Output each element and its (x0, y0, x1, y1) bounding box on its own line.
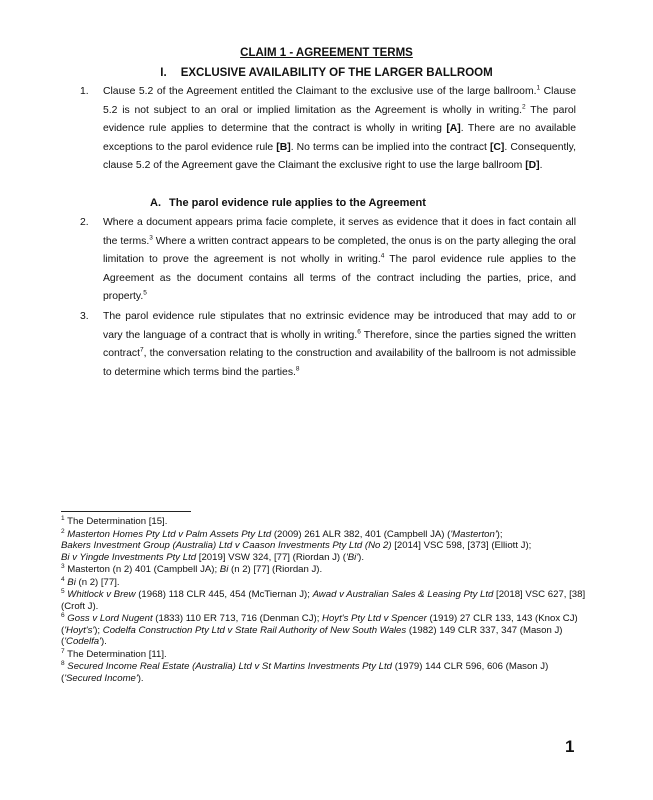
paragraph-number: 1. (80, 86, 89, 97)
paragraph-text: The parol evidence rule stipulates that no extrinsic evidence may be introduced that may add to or vary the language of a contract that is wholly in writing. (103, 311, 576, 341)
footnote-5 (61, 589, 586, 612)
footnote-2 (61, 529, 586, 564)
footnote-6 (61, 613, 586, 648)
case-short-name: Bi (67, 576, 76, 588)
page-number: 1 (565, 737, 575, 756)
subsection-heading-text: The parol evidence rule applies to the Agreement (169, 197, 426, 209)
paragraph-text: The parol evidence rule applies to determine that the contract is wholly in writing (103, 104, 576, 135)
case-name: Codelfa Construction Pty Ltd v State Rail Authority of New South Wales (102, 624, 407, 636)
footnote-text: (1979) 144 CLR 596, 606 (Mason J) ( (61, 661, 549, 684)
footnote-number: 6 (61, 611, 65, 619)
footnote-1 (61, 516, 586, 528)
case-name: Goss v Lord Nugent (67, 613, 153, 624)
footnote-ref[interactable]: 5 (143, 289, 147, 297)
paragraph-1 (80, 83, 577, 176)
paragraph-text: . There are no available exceptions to the parol evidence rule (103, 123, 576, 153)
case-short-name: 'Bi' (345, 551, 359, 563)
issue-marker: [B] (276, 141, 291, 153)
footnote-7 (61, 649, 586, 661)
issue-marker: [D] (525, 160, 540, 172)
paragraph-number: 3. (80, 311, 89, 322)
paragraph-text: , the conversation relating to the construction and availability of the ballroom is not admissible to determine which terms bind the parties. (103, 348, 576, 378)
footnote-text: (1919) 27 CLR 133, 143 (Knox CJ) ( (61, 613, 578, 636)
footnote-text: (n 2) [77]. (75, 576, 120, 588)
footnote-text: The Determination [15]. (67, 516, 168, 527)
section-heading (0, 67, 653, 79)
footnote-ref[interactable]: 4 (380, 252, 385, 260)
footnote-8 (61, 661, 586, 684)
document-title: CLAIM 1 - AGREEMENT TERMS (240, 47, 413, 59)
issue-marker: [A] (446, 123, 461, 135)
section-heading-text: EXCLUSIVE AVAILABILITY OF THE LARGER BALLROOM (180, 67, 493, 79)
case-short-name: 'Codelfa' (64, 636, 101, 647)
footnote-number: 4 (61, 575, 65, 583)
subsection-heading (150, 197, 426, 209)
paragraph-text: Where a document appears prima facie complete, it serves as evidence that it does in fact contain all the terms. (103, 217, 576, 247)
footnote-ref[interactable]: 6 (357, 328, 361, 336)
case-name: Bi v Yingde Investments Pty Ltd (61, 551, 197, 563)
paragraph-text: Therefore, since the parties signed the written contract (103, 329, 576, 360)
paragraph-text: . No terms can be implied into the contract (290, 141, 490, 153)
footnote-4 (61, 577, 586, 589)
case-short-name: 'Secured Income' (64, 672, 138, 684)
footnote-number: 7 (61, 647, 65, 655)
footnote-text: ); (496, 528, 503, 540)
footnotes (61, 516, 586, 685)
footnote-text: The Determination [11]. (67, 648, 167, 660)
section-numeral: I. (160, 67, 167, 79)
paragraph-text: Clause 5.2 is not subject to an oral or implied limitation as the Agreement is wholly in writing. (103, 86, 577, 116)
footnote-text: (1982) 149 CLR 337, 347 (Mason J) ( (61, 624, 563, 647)
footnote-text: ); (94, 624, 103, 636)
footnote-number: 8 (61, 659, 65, 667)
footnote-3 (61, 564, 586, 576)
footnote-text: [2014] VSC 598, [373] (Elliott J); (391, 540, 532, 551)
footnote-ref[interactable]: 3 (149, 234, 153, 242)
case-name: Hoyt's Pty Ltd v Spencer (322, 613, 427, 624)
case-short-name: 'Hoyt's' (64, 624, 95, 636)
case-name: Whitlock v Brew (67, 589, 136, 600)
footnote-divider (61, 511, 191, 512)
footnote-text: [2019] VSW 324, [77] (Riordan J) ( (196, 551, 346, 563)
paragraph-text: The parol evidence rule applies to the Agreement as the document contains all terms of the contract including the parties, price, and property. (103, 254, 576, 303)
footnote-text: (2009) 261 ALR 382, 401 (Campbell JA) ( (271, 528, 451, 540)
paragraph-2 (80, 214, 576, 307)
footnote-text: [2018] VSC 627, [38] (Croft J). (61, 589, 586, 612)
paragraph-text: Clause 5.2 of the Agreement entitled the Claimant to the exclusive use of the large ballroom. (103, 86, 537, 97)
case-name: Bakers Investment Group (Australia) Ltd v Caason Investments Pty Ltd (No 2) (61, 540, 392, 551)
footnote-text: (1968) 118 CLR 445, 454 (McTiernan J); (135, 589, 313, 600)
case-short-name: Bi (219, 564, 229, 575)
footnote-text: (n 2) [77] (Riordan J). (228, 564, 323, 575)
case-short-name: 'Masterton' (450, 528, 497, 540)
case-name: Secured Income Real Estate (Australia) Ltd v St Martins Investments Pty Ltd (67, 661, 393, 672)
paragraph-number: 2. (80, 217, 89, 228)
footnote-text: ). (358, 551, 365, 563)
footnote-text: (1833) 110 ER 713, 716 (Denman CJ); (152, 613, 323, 624)
paragraph-text: . (539, 160, 543, 172)
paragraph-text: Where a written contract appears to be completed, the onus is on the party alleging the oral limitation to prove the agreement is not wholly in writing. (103, 235, 576, 266)
subsection-letter: A. (150, 197, 161, 209)
issue-marker: [C] (489, 141, 505, 153)
footnote-ref[interactable]: 8 (295, 365, 300, 373)
footnote-ref[interactable]: 1 (536, 84, 541, 92)
paragraph-text: . Consequently, clause 5.2 of the Agreement gave the Claimant the exclusive right to use the large ballroom (103, 141, 576, 172)
case-name: Masterton Homes Pty Ltd v Palm Assets Pty Ltd (67, 528, 272, 540)
footnote-number: 3 (61, 562, 65, 570)
footnote-number: 1 (61, 514, 65, 522)
paragraph-3 (80, 308, 576, 382)
footnote-text: Masterton (n 2) 401 (Campbell JA); (67, 564, 220, 575)
footnote-text: ). (137, 672, 144, 684)
footnote-ref[interactable]: 7 (139, 346, 144, 354)
footnote-number: 5 (61, 587, 65, 595)
footnote-ref[interactable]: 2 (522, 103, 526, 111)
footnote-number: 2 (61, 527, 65, 535)
case-name: Awad v Australian Sales & Leasing Pty Ltd (312, 589, 494, 600)
footnote-text: ). (100, 636, 107, 647)
